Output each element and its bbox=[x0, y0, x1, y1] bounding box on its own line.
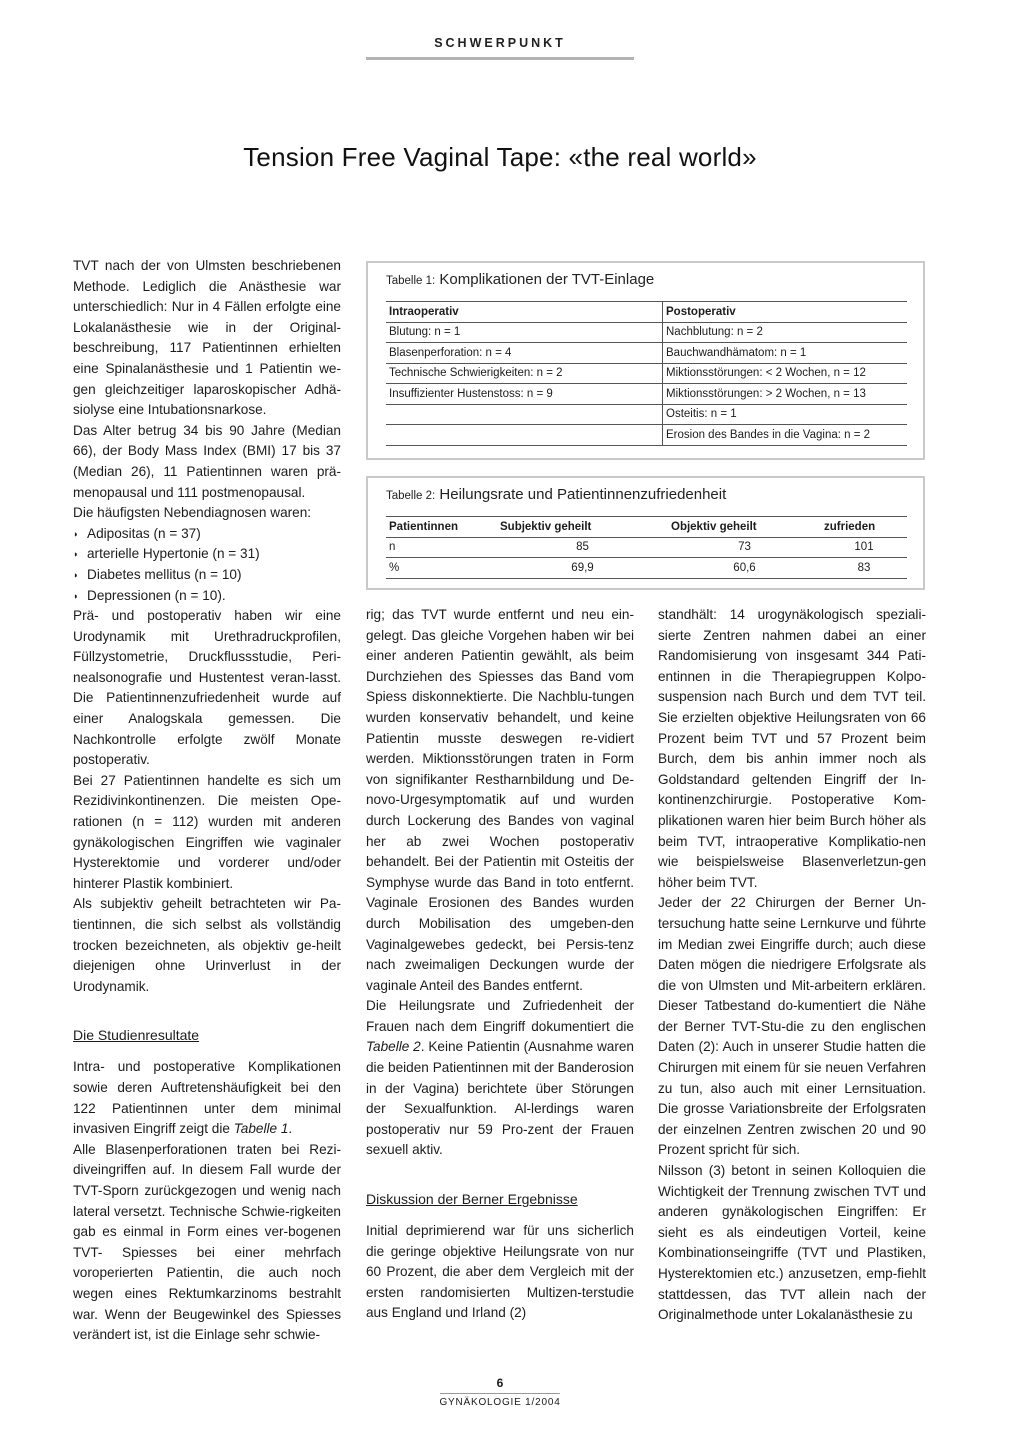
table-row: Osteitis: n = 1 bbox=[386, 404, 907, 425]
table-reference: Tabelle 1 bbox=[233, 1121, 289, 1137]
table-caption bbox=[386, 486, 726, 503]
paragraph: Das Alter betrug 34 bis 90 Jahre (Median 66), der Body Mass Index (BMI) 17 bis 37 (Median 26), 11 Patientinnen waren prä-menopausal und 111 postmenopausal. bbox=[73, 422, 341, 500]
list-item: ◗ Depressionen (n = 10). bbox=[73, 586, 341, 607]
column-header: Objektiv geheilt bbox=[668, 517, 821, 538]
table-row: Blasenperforation: n = 4 Bauchwandhämatom: n = 1 bbox=[386, 343, 907, 364]
section-label: SCHWERPUNKT bbox=[434, 36, 566, 50]
column-header: Postoperativ bbox=[663, 302, 908, 323]
table-1-box bbox=[366, 261, 925, 460]
paragraph: standhält: 14 urogynäkologisch speziali-sierte Zentren nahmen dabei an einer Randomisierung von insgesamt 344 Pati-entinnen in die Therapiegruppen Kolpo-suspension nach Burch und dem TVT teil. Sie erzielten objektive Heilungsraten von 66 Prozent beim TVT und 57 Prozent beim Burch, dem bis anhin immer noch als Goldstandard geltenden Eingriff der In-kontinenzchirurgie. Postoperative Kom-plikationen waren hier beim Burch höher als beim TVT, intraoperative Komplikatio-nen wie beispielsweise Blasenverletzun-gen höher beim TVT. bbox=[658, 607, 926, 890]
column-header: Intraoperativ bbox=[386, 302, 663, 323]
bullet-icon: ◗ bbox=[73, 549, 79, 560]
complications-table bbox=[386, 301, 907, 446]
table-row: Technische Schwierigkeiten: n = 2 Miktionsstörungen: < 2 Wochen, n = 12 bbox=[386, 363, 907, 384]
list-item: ◗ arterielle Hypertonie (n = 31) bbox=[73, 544, 341, 565]
paragraph: Jeder der 22 Chirurgen der Berner Un-tersuchung hatte seine Lernkurve und führte im Median zwei Eingriffe durch; auch diese Daten mögen die niedrigere Erfolgsrate als die von Ulmsten und Mit-arbeitern erklären. Dieser Tatbestand do-kumentiert die Nähe der Berner TVT-Stu-die zu den englischen Daten (2): Auch in unserer Studie hatten die Chirurgen mit einem für sie neuen Verfahren zu tun, also auch mit einer Lernsituation. Die grosse Variationsbreite der Erfolgsraten der einzelnen Zentren zwischen 20 und 90 Prozent spricht für sich. bbox=[658, 895, 926, 1158]
section-heading: Die Studienresultate bbox=[73, 1027, 200, 1044]
paragraph: Initial deprimierend war für uns sicherlich die geringe objektive Heilungsrate von nur 60 Prozent, die aber dem Vergleich mit der ersten randomisierten Multizen-terstudie aus England und Irland (2) bbox=[366, 1223, 634, 1321]
column-3 bbox=[658, 605, 926, 1326]
list-item: ◗ Adipositas (n = 37) bbox=[73, 524, 341, 545]
table-row: n 85 73 101 bbox=[386, 537, 907, 558]
paragraph: TVT nach der von Ulmsten beschriebenen Methode. Lediglich die Anästhesie war unterschiedlich: Nur in 4 Fällen erfolgte eine Lokalanästhesie wie in der Original-beschreibung, 117 Patientinnen erhielten eine Spinalanästhesie und 1 Patientin we-gen gleichzeitiger laparoskopischer Adhä-siolyse eine Intubationsnarkose. bbox=[73, 258, 341, 418]
paragraph: Alle Blasenperforationen traten bei Rezi-diveingriffen auf. In diesem Fall wurde der TVT-Sporn zurückgezogen und wenig nach lateral versetzt. Technische Schwie-rigkeiten gab es einmal in Form eines ver-bogenen TVT- Spiesses bei einer mehrfach voroperierten Patientin, die auch noch wegen eines Rektumkarzinoms bestrahlt war. Wenn der Beugewinkel des Spiesses verändert ist, ist die Einlage sehr schwie- bbox=[73, 1141, 341, 1343]
page-number: 6 bbox=[496, 1376, 504, 1390]
table-2-box bbox=[366, 476, 925, 590]
journal-name: GYNÄKOLOGIE 1/2004 bbox=[439, 1397, 561, 1408]
section-heading: Diskussion der Berner Ergebnisse bbox=[366, 1191, 578, 1208]
table-header-row bbox=[386, 517, 907, 538]
column-1 bbox=[73, 256, 341, 1346]
table-title: Heilungsrate und Patientinnenzufriedenheit bbox=[439, 486, 727, 503]
paragraph: Die Heilungsrate und Zufriedenheit der Frauen nach dem Eingriff dokumentiert die Tabelle 2. Keine Patientin (Ausnahme waren die beiden Patientinnen mit der Banderosion in der Vagina) berichtete über Störungen der Sexualfunktion. Al-lerdings waren postoperativ nur 59 Pro-zent der Frauen sexuell aktiv. bbox=[366, 998, 634, 1158]
article-title: Tension Free Vaginal Tape: «the real world» bbox=[243, 142, 757, 172]
table-header-row bbox=[386, 302, 907, 323]
table-row: Erosion des Bandes in die Vagina: n = 2 bbox=[386, 425, 907, 446]
bullet-icon: ◗ bbox=[73, 590, 79, 601]
paragraph: Bei 27 Patientinnen handelte es sich um Rezidivinkontinenzen. Die meisten Ope-rationen (n = 112) wurden mit anderen gynäkologischen Eingriffen wie vaginaler Hysterektomie und vorderer und/oder hinterer Plastik kombiniert. bbox=[73, 772, 341, 891]
table-row: % 69,9 60,6 83 bbox=[386, 558, 907, 579]
paragraph: Als subjektiv geheilt betrachteten wir Pa-tientinnen, die sich selbst als vollständig trocken bezeichneten, als objektiv ge-heilt diejenigen ohne Urinverlust in der Urodynamik. bbox=[73, 896, 341, 994]
list-item: ◗ Diabetes mellitus (n = 10) bbox=[73, 565, 341, 586]
paragraph: Prä- und postoperativ haben wir eine Urodynamik mit Urethradruckprofilen, Füllzystometrie, Druckflussstudie, Peri-nealsonografie und Hustentest veran-lasst. Die Patientinnenzufriedenheit wurde auf einer Analogskala gemessen. Die Nachkontrolle erfolgte zwölf Monate postoperativ. bbox=[73, 608, 341, 768]
bullet-icon: ◗ bbox=[73, 569, 79, 580]
paragraph: Intra- und postoperative Komplikationen sowie deren Auftretenshäufigkeit bei den 122 Patientinnen unter dem minimal invasiven Eingriff zeigt die Tabelle 1. bbox=[73, 1059, 341, 1137]
column-header: Patientinnen bbox=[386, 517, 497, 538]
table-reference: Tabelle 2 bbox=[366, 1039, 421, 1055]
table-title: Komplikationen der TVT-Einlage bbox=[439, 271, 655, 288]
paragraph: rig; das TVT wurde entfernt und neu ein-gelegt. Das gleiche Vorgehen haben wir bei einer anderen Patientin gewählt, als beim Durchziehen des Spiesses das Band vom Spiess diskonnektierte. Die Nachblu-tungen wurden konservativ behandelt, und keine Patientin musste deswegen re-vidiert werden. Miktionsstörungen traten in Form von signifikanter Restharnbildung und De-novo-Urgesymptomatik auf und wurden durch Lockerung des Bandes von vaginal her ab zwei Wochen postoperativ behandelt. Bei der Patientin mit Osteitis der Symphyse wurde das Band in toto entfernt. Vaginale Erosionen des Bandes wurden durch Mobilisation des umgeben-den Vaginalgewebes gedeckt, bei Persis-tenz nach zweimaligen Deckungen wurde der vaginale Anteil des Bandes entfernt. bbox=[366, 607, 634, 993]
column-2 bbox=[366, 605, 634, 1324]
paragraph: Die häufigsten Nebendiagnosen waren: bbox=[73, 505, 312, 521]
footer-rule bbox=[440, 1393, 560, 1394]
section-rule bbox=[366, 57, 634, 60]
diagnosis-list bbox=[73, 524, 341, 606]
column-header: Subjektiv geheilt bbox=[497, 517, 668, 538]
table-number: Tabelle 1: bbox=[386, 275, 436, 287]
bullet-icon: ◗ bbox=[73, 528, 79, 539]
table-number: Tabelle 2: bbox=[386, 490, 436, 502]
table-row: Blutung: n = 1 Nachblutung: n = 2 bbox=[386, 322, 907, 343]
healing-rate-table bbox=[386, 516, 907, 579]
paragraph: Nilsson (3) betont in seinen Kolloquien die Wichtigkeit der Trennung zwischen TVT und anderen gynäkologischen Eingriffen: Er sieht es als eindeutigen Vorteil, keine Kombinationseingriffe (TVT und Plastiken, Hysterektomien etc.) anzusetzen, emp-fiehlt stattdessen, das TVT allein nach der Originalmethode unter Lokalanästhesie zu bbox=[658, 1163, 926, 1323]
table-row: Insuffizienter Hustenstoss: n = 9 Miktionsstörungen: > 2 Wochen, n = 13 bbox=[386, 384, 907, 405]
column-header: zufrieden bbox=[821, 517, 907, 538]
table-caption bbox=[386, 271, 654, 288]
